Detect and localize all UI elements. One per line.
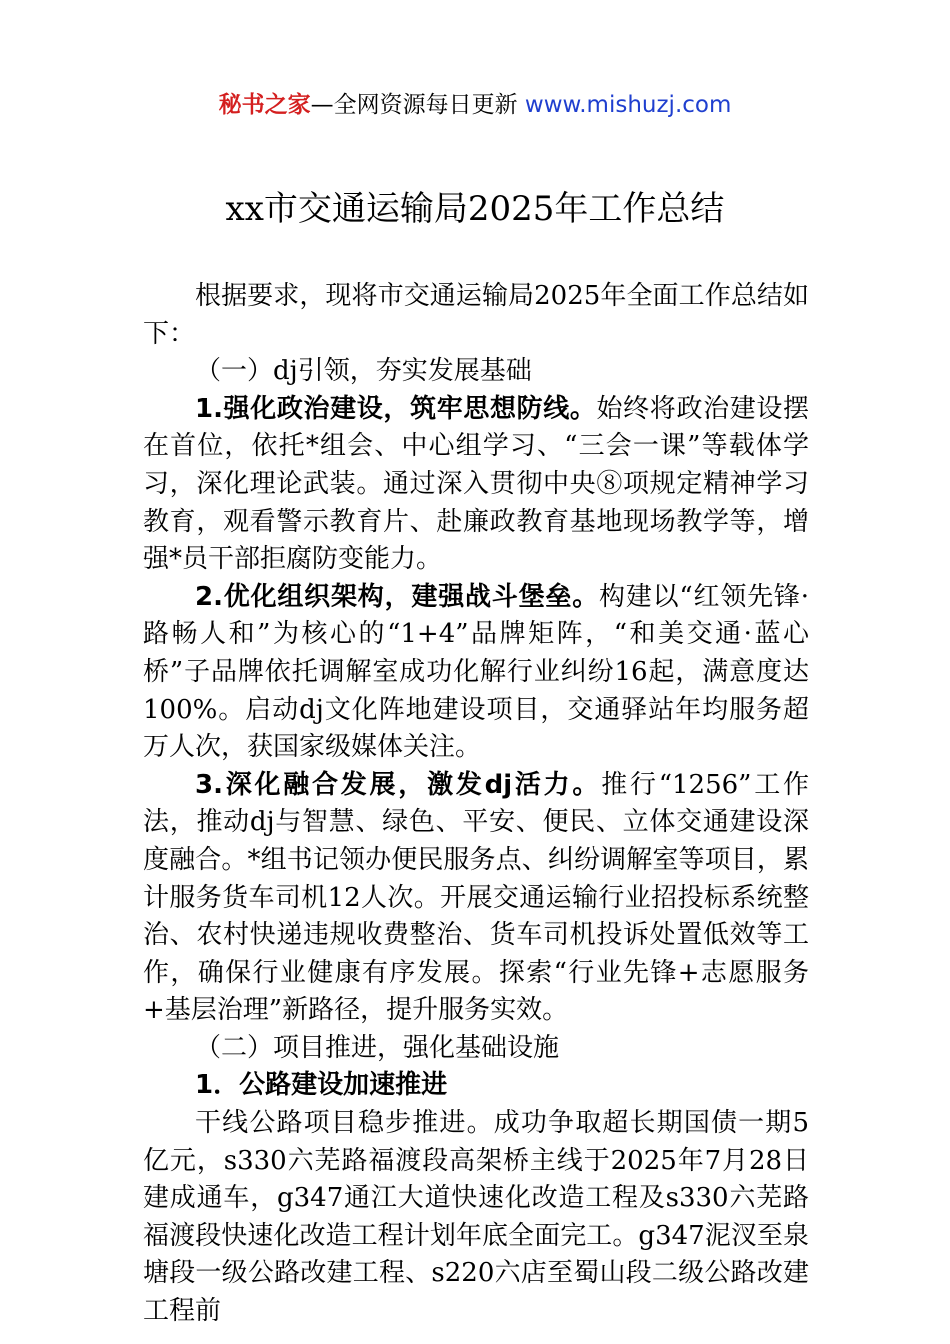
item3-paragraph (143, 767, 809, 1030)
item1-paragraph (143, 391, 809, 579)
document-body (143, 278, 809, 1331)
item1-text: 始终将政治建设摆在首位，依托*组会、中心组学习、“三会一课”等载体学习，深化理论武装。通过深入贯彻中央⑧项规定精神学习教育，观看警示教育片、赴廉政教育基地现场教学等，增强*员干部拒腐防变能力。 (143, 393, 809, 575)
site-tagline: —全网资源每日更新 (310, 92, 525, 118)
item2-lead: 2.优化组织架构，建强战斗堡垒。 (195, 581, 600, 612)
site-brand: 秘书之家 (218, 92, 311, 118)
document-title: xx市交通运输局2025年工作总结 (225, 189, 725, 229)
item3-text: 推行“1256”工作法，推动dj与智慧、绿色、平安、便民、立体交通建设深度融合。*组书记领办便民服务点、纠纷调解室等项目，累计服务货车司机12人次。开展交通运输行业招投标系统整治、农村快递违规收费整治、货车司机投诉处置低效等工作，确保行业健康有序发展。探索“行业先锋+志愿服务+基层治理”新路径，提升服务实效。 (143, 769, 809, 1026)
sub1-heading: 1．公路建设加速推进 (195, 1070, 448, 1101)
item2-text: 构建以“红领先锋·路畅人和”为核心的“1+4”品牌矩阵，“和美交通·蓝心桥”子品牌依托调解室成功化解行业纠纷16起，满意度达100%。启动dj文化阵地建设项目，交通驿站年均服务超万人次，获国家级媒体关注。 (143, 581, 809, 763)
section1-heading: （一）dj引领，夯实发展基础 (195, 356, 532, 387)
site-header (0, 88, 950, 122)
item3-lead: 3.深化融合发展，激发dj活力。 (195, 769, 602, 800)
sub1-paragraph: 干线公路项目稳步推进。成功争取超长期国债一期5亿元，s330六芜路福渡段高架桥主线于2025年7月28日建成通车，g347通江大道快速化改造工程及s330六芜路福渡段快速化改造工程计划年底全面完工。g347泥汊至泉塘段一级公路改建工程、s220六店至蜀山段二级公路改建工程前 (143, 1108, 809, 1327)
site-url-link[interactable]: www.mishuzj.com (524, 92, 732, 118)
section2-heading: （二）项目推进，强化基础设施 (195, 1032, 560, 1063)
item1-lead: 1.强化政治建设，筑牢思想防线。 (195, 393, 597, 424)
item2-paragraph (143, 579, 809, 767)
intro-paragraph: 根据要求，现将市交通运输局2025年全面工作总结如下： (143, 281, 809, 349)
